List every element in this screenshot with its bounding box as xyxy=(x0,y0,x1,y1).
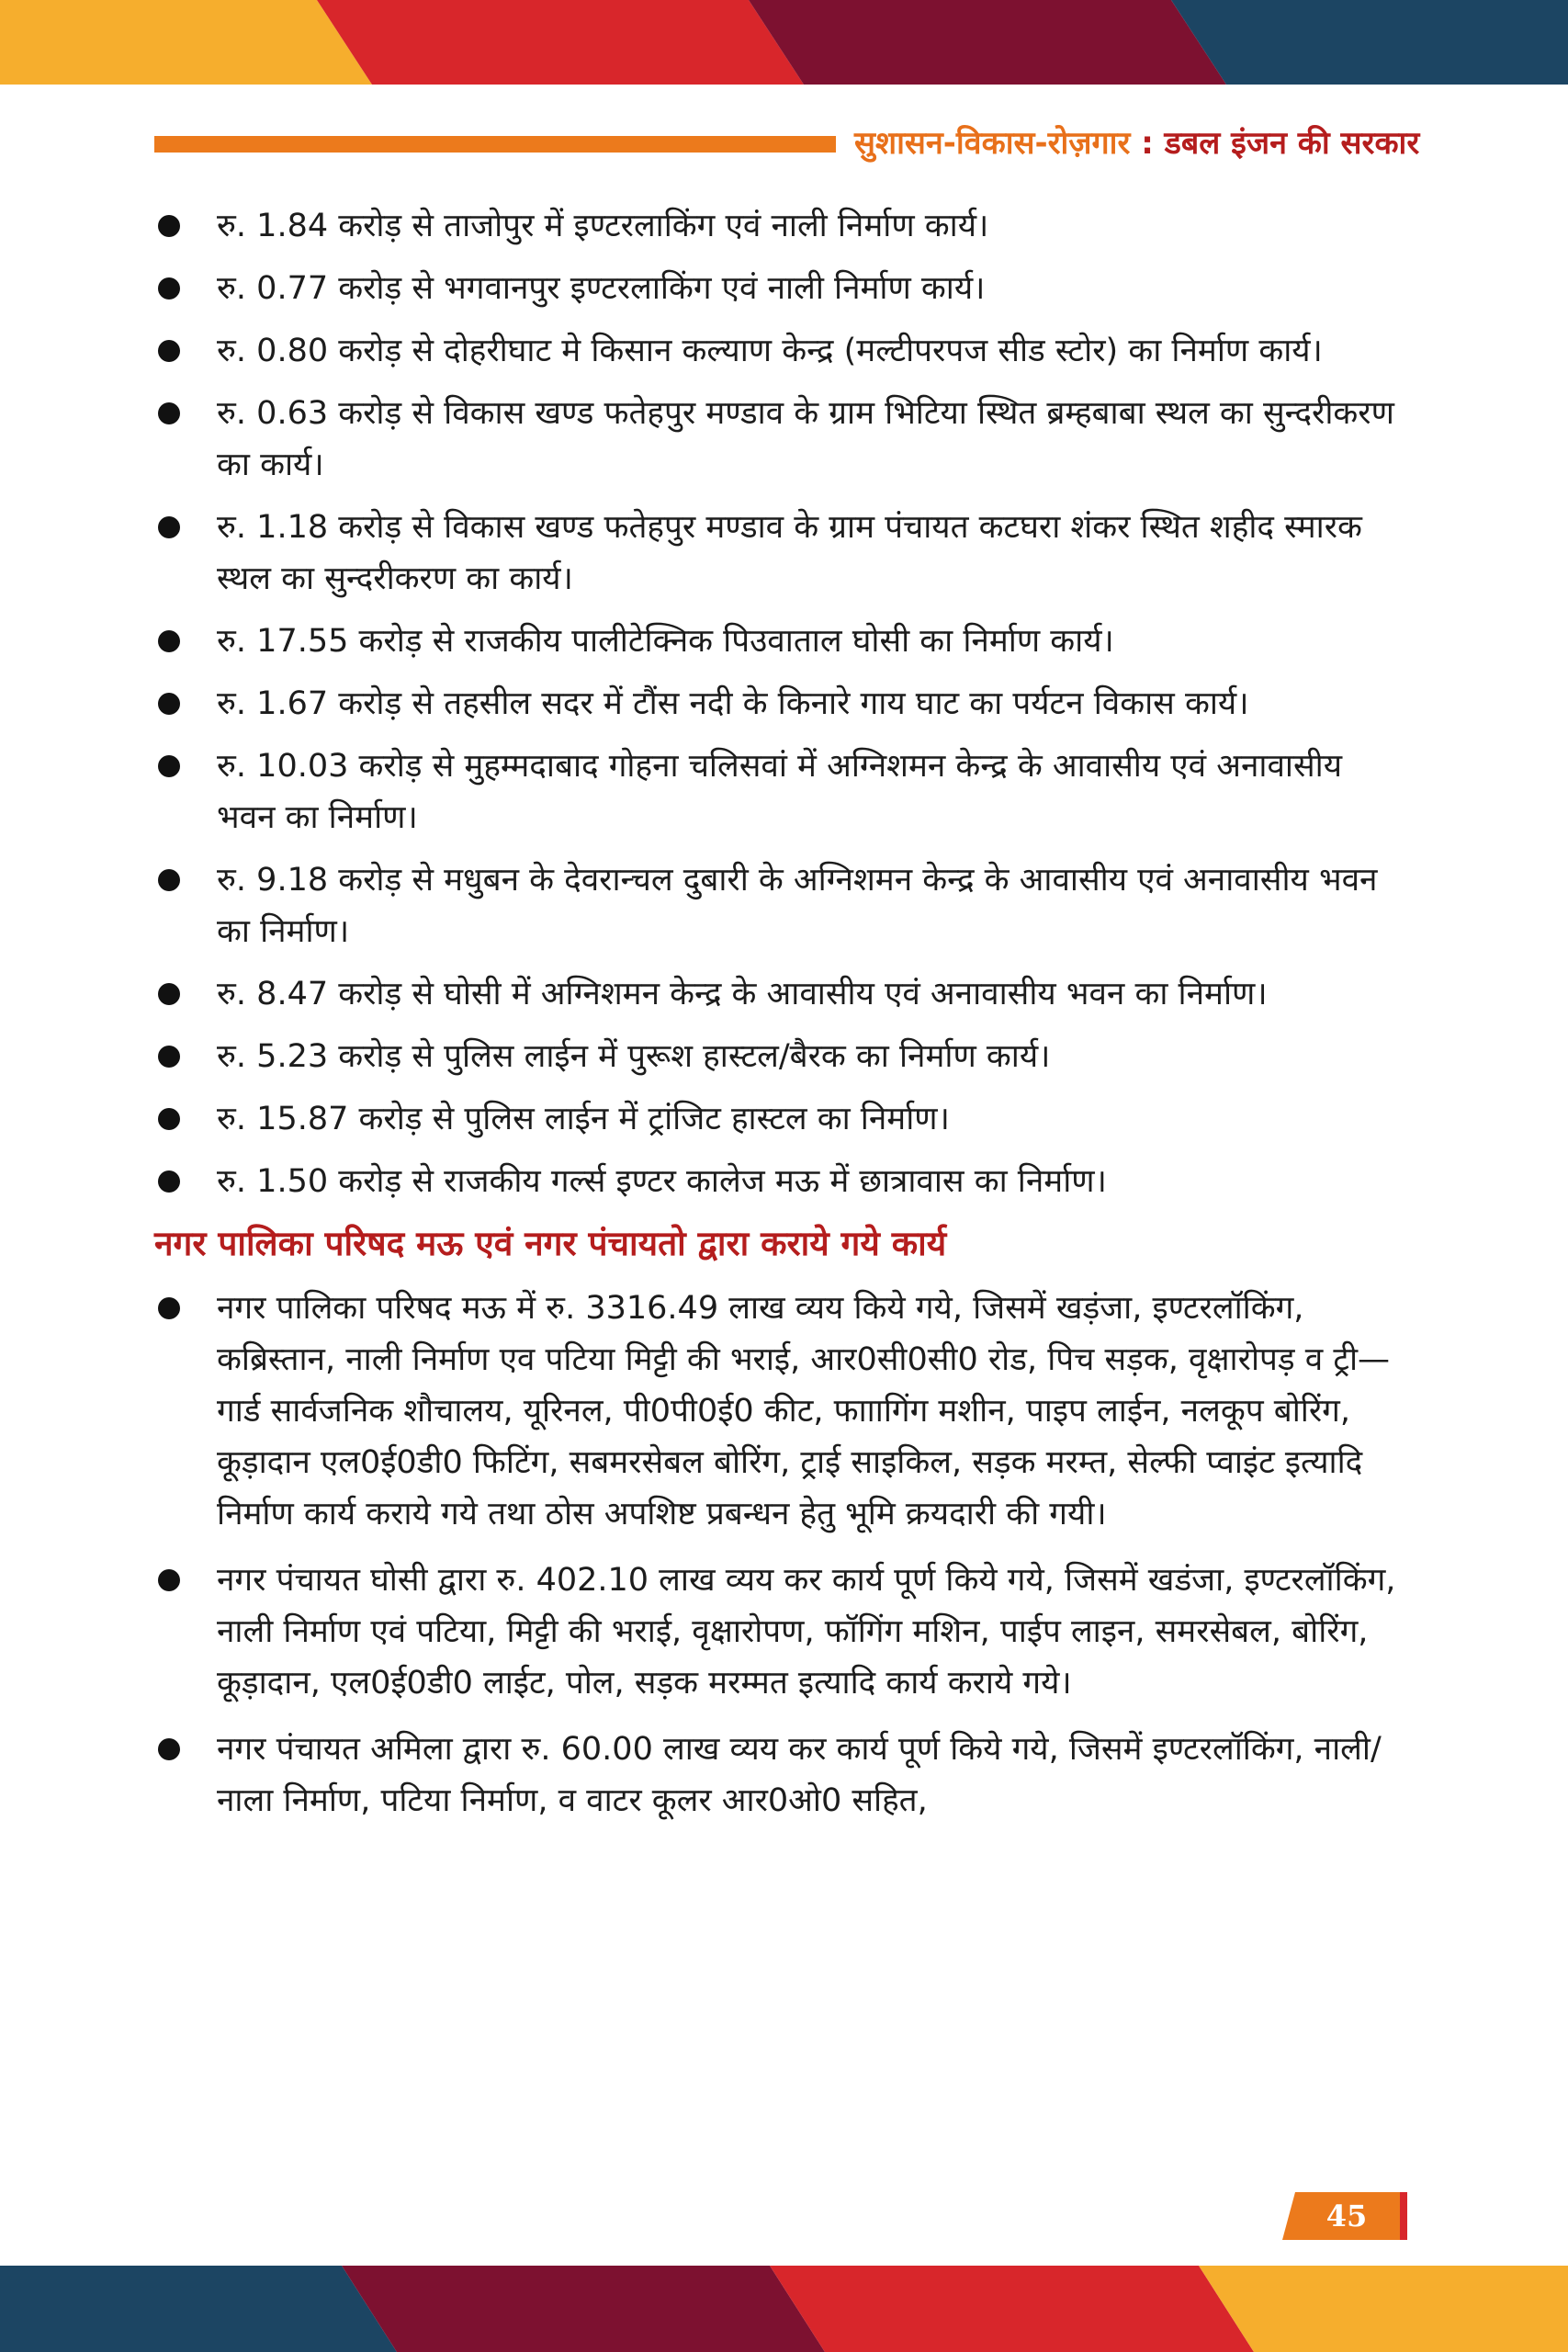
list-item xyxy=(154,741,1404,843)
list-item-text: रु. 0.80 करोड़ से दोहरीघाट मे किसान कल्याण केन्द्र (मल्टीपरपज सीड स्टोर) का निर्माण कार्य। xyxy=(217,333,1323,369)
list-item xyxy=(154,1555,1404,1709)
list-item-text: रु. 8.47 करोड़ से घोसी में अग्निशमन केन्द्र के आवासीय एवं अनावासीय भवन का निर्माण। xyxy=(217,976,1268,1012)
bullet-icon xyxy=(158,277,180,300)
list-item xyxy=(154,200,1404,252)
bullet-icon xyxy=(158,516,180,538)
top-decorative-band xyxy=(0,0,1568,85)
list-item xyxy=(154,1093,1404,1145)
bullet-icon xyxy=(158,869,180,891)
list-item xyxy=(154,1031,1404,1082)
top-band-maroon xyxy=(749,0,1226,85)
list-item-text: रु. 1.18 करोड़ से विकास खण्ड फतेहपुर मण्डाव के ग्राम पंचायत कटघरा शंकर स्थित शहीद स्मारक स्थल का सुन्दरीकरण का कार्य। xyxy=(217,509,1362,597)
works-list xyxy=(154,200,1404,1207)
list-item xyxy=(154,678,1404,729)
list-item-text: नगर पंचायत अमिला द्वारा रु. 60.00 लाख व्यय कर कार्य पूर्ण किये गये, जिसमें इण्टरलॉकिंग, नाली/नाला निर्माण, पटिया निर्माण, व वाटर कूलर आर0ओ0 सहित, xyxy=(217,1731,1382,1819)
header-title-part1: सुशासन-विकास-रोज़गार xyxy=(854,125,1131,162)
top-band-navy xyxy=(1171,0,1568,85)
bullet-icon xyxy=(158,1046,180,1068)
list-item xyxy=(154,263,1404,314)
bottom-band-red xyxy=(770,2266,1254,2352)
top-band-red xyxy=(317,0,804,85)
list-item-text: रु. 0.63 करोड़ से विकास खण्ड फतेहपुर मण्डाव के ग्राम भिटिया स्थित ब्रम्हबाबा स्थल का सुन्दरीकरण का कार्य। xyxy=(217,395,1394,483)
bullet-icon xyxy=(158,630,180,652)
list-item xyxy=(154,388,1404,491)
list-item xyxy=(154,1724,1404,1826)
municipal-works-list xyxy=(154,1283,1404,1826)
bullet-icon xyxy=(158,693,180,715)
bullet-icon xyxy=(158,983,180,1005)
bullet-icon xyxy=(158,340,180,362)
list-item-text: रु. 5.23 करोड़ से पुलिस लाईन में पुरूश हास्टल/बैरक का निर्माण कार्य। xyxy=(217,1038,1051,1075)
list-item xyxy=(154,1156,1404,1207)
list-item xyxy=(154,616,1404,667)
bullet-icon xyxy=(158,1297,180,1319)
list-item-text: नगर पंचायत घोसी द्वारा रु. 402.10 लाख व्यय कर कार्य पूर्ण किये गये, जिसमें खडंजा, इण्टरलॉकिंग, नाली निर्माण एवं पटिया, मिट्टी की भराई, वृक्षारोपण, फॉगिंग मशिन, पाईप लाइन, समरसेबल, बोरिंग, कूड़ादान, एल0ई0डी0 लाईट, पोल, सड़क मरम्मत इत्यादि कार्य कराये गये। xyxy=(217,1562,1396,1702)
bullet-icon xyxy=(158,755,180,777)
list-item-text: रु. 0.77 करोड़ से भगवानपुर इण्टरलाकिंग एवं नाली निर्माण कार्य। xyxy=(217,270,986,307)
bottom-band-yellow xyxy=(1199,2266,1568,2352)
list-item xyxy=(154,968,1404,1020)
page-number: 45 xyxy=(1325,2199,1368,2233)
list-item-text: रु. 17.55 करोड़ से राजकीय पालीटेक्निक पिउवाताल घोसी का निर्माण कार्य। xyxy=(217,623,1114,660)
list-item xyxy=(154,1283,1404,1540)
bottom-band-maroon xyxy=(342,2266,825,2352)
bottom-decorative-band xyxy=(0,2266,1568,2352)
bullet-icon xyxy=(158,1170,180,1193)
list-item-text: रु. 15.87 करोड़ से पुलिस लाईन में ट्रांजिट हास्टल का निर्माण। xyxy=(217,1101,950,1137)
bullet-icon xyxy=(158,1569,180,1591)
list-item xyxy=(154,502,1404,605)
list-item xyxy=(154,854,1404,957)
bullet-icon xyxy=(158,1738,180,1760)
list-item-text: रु. 10.03 करोड़ से मुहम्मदाबाद गोहना चलिसवां में अग्निशमन केन्द्र के आवासीय एवं अनावासीय भवन का निर्माण। xyxy=(217,748,1343,836)
page-number-tab xyxy=(1282,2192,1407,2240)
header-rule xyxy=(154,136,836,153)
top-band-yellow xyxy=(0,0,372,85)
list-item-text: नगर पालिका परिषद मऊ में रु. 3316.49 लाख व्यय किये गये, जिसमें खड़ंजा, इण्टरलॉकिंग, कब्रिस्तान, नाली निर्माण एव पटिया मिट्टी की भराई, आर0सी0सी0 रोड, पिच सड़क, वृक्षारोपड़ व ट्री—गार्ड सार्वजनिक शौचालय, यूरिनल, पी0पी0ई0 कीट, फााागिंग मशीन, पाइप लाईन, नलकूप बोरिंग, कूड़ादान एल0ई0डी0 फिटिंग, सबमरसेबल बोरिंग, ट्राई साइकिल, सड़क मरम्त, सेल्फी प्वाइंट इत्यादि निर्माण कार्य कराये गये तथा ठोस अपशिष्ट प्रबन्धन हेतु भूमि क्रयदारी की गयी। xyxy=(217,1290,1391,1532)
running-header xyxy=(854,123,1420,164)
bullet-icon xyxy=(158,402,180,424)
list-item-text: रु. 1.67 करोड़ से तहसील सदर में टौंस नदी के किनारे गाय घाट का पर्यटन विकास कार्य। xyxy=(217,685,1249,722)
section-heading: नगर पालिका परिषद मऊ एवं नगर पंचायतो द्वारा कराये गये कार्य xyxy=(154,1224,947,1263)
list-item xyxy=(154,325,1404,377)
bullet-icon xyxy=(158,1108,180,1130)
list-item-text: रु. 1.84 करोड़ से ताजोपुर में इण्टरलाकिंग एवं नाली निर्माण कार्य। xyxy=(217,208,989,244)
bullet-icon xyxy=(158,215,180,237)
list-item-text: रु. 9.18 करोड़ से मधुबन के देवरान्चल दुबारी के अग्निशमन केन्द्र के आवासीय एवं अनावासीय भवन का निर्माण। xyxy=(217,862,1378,950)
page-content xyxy=(154,200,1404,1841)
bottom-band-navy xyxy=(0,2266,397,2352)
header-title-part2: : डबल इंजन की सरकार xyxy=(1130,125,1420,162)
list-item-text: रु. 1.50 करोड़ से राजकीय गर्ल्स इण्टर कालेज मऊ में छात्रावास का निर्माण। xyxy=(217,1163,1107,1200)
